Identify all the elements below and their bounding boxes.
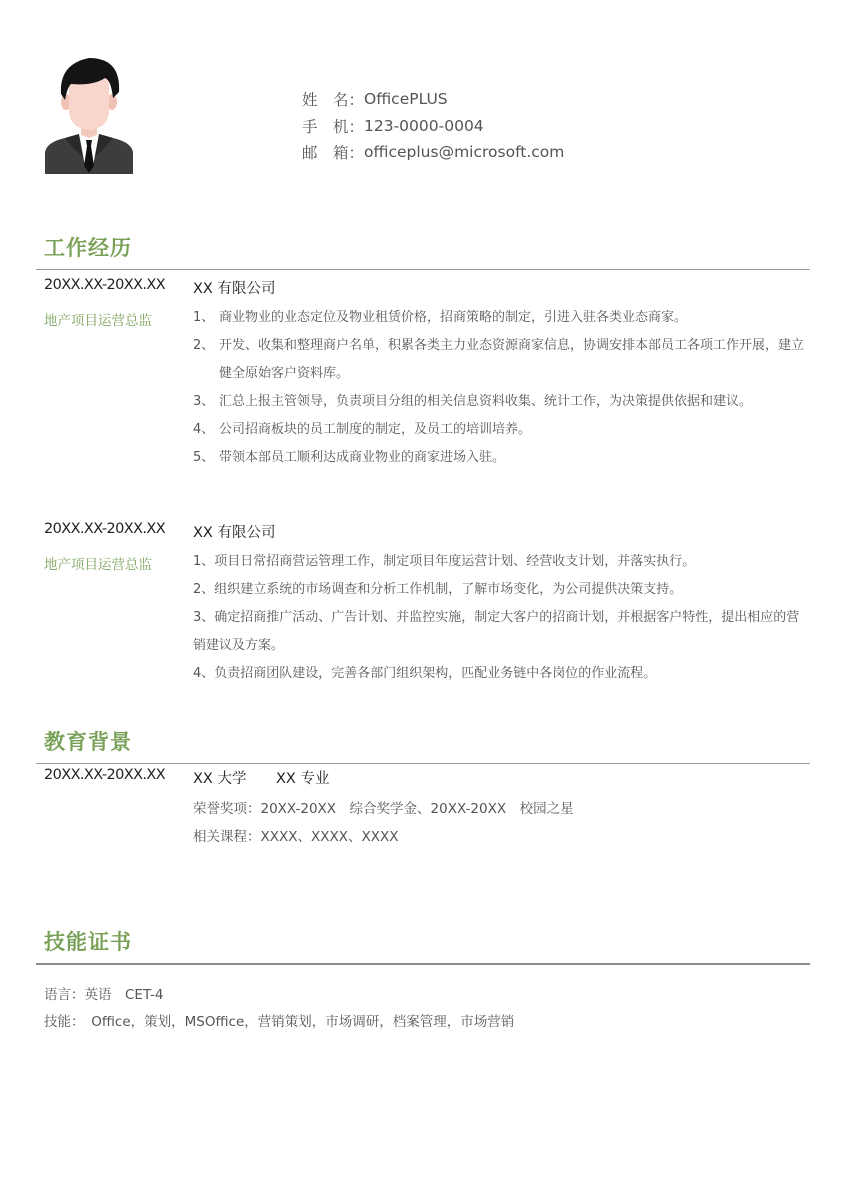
- job-company: XX 有限公司: [193, 525, 276, 541]
- duty-item: 3、 汇总上报主管领导，负责项目分组的相关信息资料收集、统计工作，为决策提供依据和建议。: [193, 388, 808, 416]
- duty-item: 4、负责招商团队建设，完善各部门组织架构，匹配业务链中各岗位的作业流程。: [193, 666, 657, 681]
- duty-item: 3、确定招商推广活动、广告计划、并监控实施，制定大客户的招商计划，并根据客户特性，提出相应的营销建议及方案。: [193, 610, 800, 653]
- contact-name-row: [302, 86, 564, 113]
- education-honors: 荣誉奖项：20XX-20XX 综合奖学金、20XX-20XX 校园之星: [193, 801, 574, 817]
- education-major: XX 专业: [276, 771, 330, 787]
- duty-item: 4、 公司招商板块的员工制度的制定，及员工的培训培养。: [193, 416, 808, 444]
- job-date: 20XX.XX-20XX.XX: [44, 521, 166, 537]
- section-divider: [36, 269, 810, 270]
- duty-item: 2、 开发、收集和整理商户名单，积累各类主力业态资源商家信息，协调安排本部员工各项工作开展，建立健全原始客户资料库。: [193, 332, 808, 388]
- skills-list: 技能： Office，策划，MSOffice，营销策划，市场调研，档案管理，市场营销: [44, 1014, 515, 1030]
- duty-item: 1、项目日常招商营运管理工作，制定项目年度运营计划、经营收支计划，并落实执行。: [193, 554, 696, 569]
- contact-email-row: [302, 139, 564, 166]
- contact-phone-row: [302, 113, 564, 140]
- duty-text: 商业物业的业态定位及物业租赁价格，招商策略的制定，引进入驻各类业态商家。: [219, 310, 688, 325]
- duty-text: 汇总上报主管领导，负责项目分组的相关信息资料收集、统计工作，为决策提供依据和建议。: [219, 394, 753, 409]
- duty-item: 2、组织建立系统的市场调查和分析工作机制，了解市场变化，为公司提供决策支持。: [193, 582, 683, 597]
- phone-label: 手 机：: [302, 117, 365, 136]
- section-title-skills: 技能证书: [44, 930, 132, 954]
- phone-value: 123-0000-0004: [364, 116, 484, 135]
- duty-item: 1、 商业物业的业态定位及物业租赁价格，招商策略的制定，引进入驻各类业态商家。: [193, 304, 808, 332]
- section-title-work: 工作经历: [44, 236, 132, 260]
- job-date: 20XX.XX-20XX.XX: [44, 277, 166, 293]
- duty-text: 带领本部员工顺利达成商业物业的商家进场入驻。: [219, 450, 506, 465]
- duty-text: 开发、收集和整理商户名单，积累各类主力业态资源商家信息，协调安排本部员工各项工作开展，建立健全原始客户资料库。: [219, 338, 805, 381]
- profile-avatar: [45, 54, 133, 174]
- name-label: 姓 名：: [302, 91, 365, 110]
- job-role: 地产项目运营总监: [44, 557, 152, 573]
- section-divider: [36, 763, 810, 764]
- job-role: 地产项目运营总监: [44, 313, 152, 329]
- contact-block: [302, 86, 564, 166]
- education-date: 20XX.XX-20XX.XX: [44, 767, 166, 783]
- email-value: officeplus@microsoft.com: [364, 143, 565, 162]
- section-title-education: 教育背景: [44, 730, 132, 754]
- section-divider: [36, 963, 810, 965]
- skills-language: 语言：英语 CET-4: [44, 987, 164, 1003]
- job-company: XX 有限公司: [193, 281, 276, 297]
- education-courses: 相关课程：XXXX、XXXX、XXXX: [193, 829, 399, 845]
- education-school: XX 大学: [193, 771, 247, 787]
- job-duties: [193, 548, 808, 688]
- email-label: 邮 箱：: [302, 144, 365, 163]
- name-value: OfficePLUS: [364, 90, 448, 109]
- duty-item: 5、 带领本部员工顺利达成商业物业的商家进场入驻。: [193, 444, 808, 472]
- job-duties: [193, 304, 808, 472]
- duty-text: 公司招商板块的员工制度的制定，及员工的培训培养。: [219, 422, 532, 437]
